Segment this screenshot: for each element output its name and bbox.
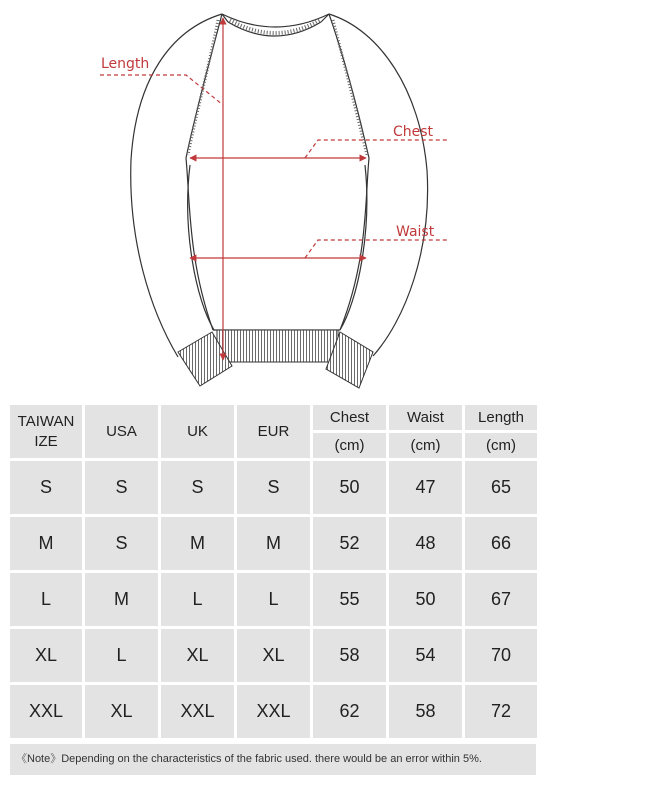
garment-outline — [131, 14, 428, 357]
header-uk: UK — [161, 405, 234, 458]
table-row — [10, 685, 537, 738]
cell-chest: 58 — [313, 629, 386, 682]
cell-waist: 48 — [389, 517, 462, 570]
cell-usa: S — [85, 461, 158, 514]
cell-chest: 62 — [313, 685, 386, 738]
cell-uk: M — [161, 517, 234, 570]
chest-label: Chest — [393, 124, 434, 140]
header-chest: Chest — [313, 405, 386, 430]
cell-eur: S — [237, 461, 310, 514]
header-eur: EUR — [237, 405, 310, 458]
table-row — [10, 461, 537, 514]
cell-chest: 55 — [313, 573, 386, 626]
ribbing — [178, 20, 373, 388]
cell-taiwan: M — [10, 517, 82, 570]
cell-eur: L — [237, 573, 310, 626]
cell-taiwan: L — [10, 573, 82, 626]
unit-waist: (cm) — [389, 433, 462, 458]
cell-uk: S — [161, 461, 234, 514]
cell-chest: 50 — [313, 461, 386, 514]
size-note: 《Note》Depending on the characteristics of the fabric used. there would be an error within 5%. — [10, 744, 536, 775]
cell-length: 67 — [465, 573, 537, 626]
cell-eur: XL — [237, 629, 310, 682]
cell-taiwan: XXL — [10, 685, 82, 738]
header-row — [10, 405, 537, 430]
cell-length: 72 — [465, 685, 537, 738]
cell-uk: L — [161, 573, 234, 626]
cell-length: 65 — [465, 461, 537, 514]
cell-usa: S — [85, 517, 158, 570]
cell-uk: XL — [161, 629, 234, 682]
unit-length: (cm) — [465, 433, 537, 458]
cell-usa: L — [85, 629, 158, 682]
cell-length: 70 — [465, 629, 537, 682]
cell-usa: M — [85, 573, 158, 626]
cell-waist: 54 — [389, 629, 462, 682]
cell-eur: M — [237, 517, 310, 570]
unit-chest: (cm) — [313, 433, 386, 458]
cell-taiwan: S — [10, 461, 82, 514]
cell-taiwan: XL — [10, 629, 82, 682]
table-row — [10, 517, 537, 570]
header-taiwan: TAIWAN IZE — [10, 405, 82, 458]
table-row — [10, 573, 537, 626]
cell-waist: 47 — [389, 461, 462, 514]
size-chart-table — [7, 402, 540, 741]
header-waist: Waist — [389, 405, 462, 430]
cell-length: 66 — [465, 517, 537, 570]
length-label: Length — [101, 56, 150, 72]
waist-label: Waist — [396, 224, 435, 240]
cell-chest: 52 — [313, 517, 386, 570]
cell-waist: 58 — [389, 685, 462, 738]
cell-uk: XXL — [161, 685, 234, 738]
header-length: Length — [465, 405, 537, 430]
cell-waist: 50 — [389, 573, 462, 626]
cell-usa: XL — [85, 685, 158, 738]
cell-eur: XXL — [237, 685, 310, 738]
header-usa: USA — [85, 405, 158, 458]
table-row — [10, 629, 537, 682]
